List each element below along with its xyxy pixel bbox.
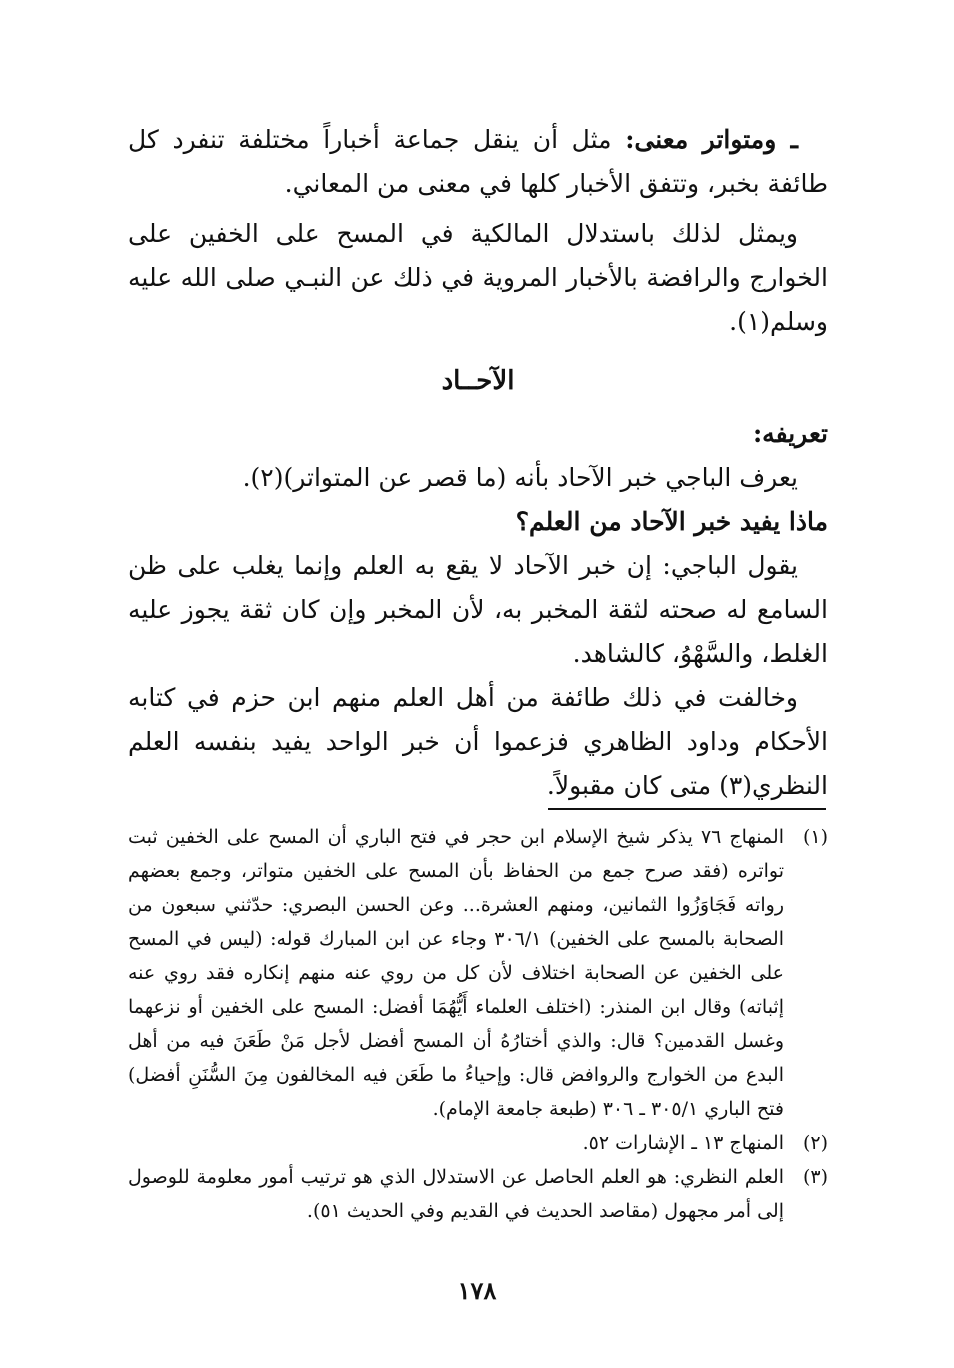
term-definition: مثل أن ينقل جماعة أخباراً مختلفة تنفرد كل طائفة بخبر، وتتفق الأخبار كلها في معنى من المعاني. — [128, 125, 828, 198]
footnotes — [128, 820, 828, 1228]
paragraph-ibn-hazm: وخالفت في ذلك طائفة من أهل العلم منهم ابن حزم في كتابه الأحكام وداود الظاهري فزعموا أن خبر الواحد يفيد بنفسه العلم النظري(٣) متى كان مقبولاً. — [128, 683, 828, 800]
footnote-number: (٢) — [802, 1132, 828, 1154]
definition-heading: تعريفه: — [752, 419, 828, 448]
paragraph-mutawatir-maanawi — [128, 118, 828, 206]
footnote-divider — [548, 808, 826, 810]
footnote-1 — [128, 820, 828, 1126]
footnote-3 — [128, 1160, 828, 1228]
term-label: ـ ومتواتر معنى: — [625, 125, 799, 154]
footnote-number: (١) — [802, 826, 828, 848]
main-text — [128, 118, 828, 808]
question-heading: ماذا يفيد خبر الآحاد من العلم؟ — [515, 507, 828, 536]
footnote-number: (٣) — [802, 1166, 828, 1188]
footnote-2 — [128, 1126, 828, 1160]
footnote-text: العلم النظري: هو العلم الحاصل عن الاستدلال الذي هو ترتيب أمور معلومة للوصول إلى أمر مجهول (مقاصد الحديث في القديم وفي الحديث ٥١). — [128, 1166, 784, 1222]
page-number: ١٧٨ — [457, 1276, 497, 1305]
footnote-text: المنهاج ١٣ ـ الإشارات ٥٢. — [582, 1132, 784, 1154]
paragraph-example: ويمثل لذلك باستدلال المالكية في المسح على الخفين على الخوارج والرافضة بالأخبار المروية في ذلك عن النبـي صلى الله عليه وسلم(١). — [128, 219, 828, 336]
footnote-text: المنهاج ٧٦ يذكر شيخ الإسلام ابن حجر في فتح الباري أن المسح على الخفين ثبت تواتره (فقد صرح جمع من الحفاظ بأن المسح على الخفين متواتر، وجمع بعضهم رواته فَجَاوَزُوا الثمانين، ومنهم العشرة... وعن الحسن البصري: حدّثني سبعون من الصحابة بالمسح على الخفين) ٣٠٦/١ وجاء عن ابن المبارك قوله: (ليس في المسح على الخفين عن الصحابة اختلاف لأن كل من روي عنه منهم إنكاره فقد روي عنه إثباته) وقال ابن المنذر: (اختلف العلماء أَيُّهُمَا أفضل: المسح على الخفين أو نزعهما وغسل القدمين؟ قال: والذي أختارُهُ أن المسح أفضل لأجل مَنْ طَعَنَ فيه من أهل البدع من الخوارج والروافض قال: وإحياءُ ما طَعَن فيه المخالفون مِنَ السُّنَنِ أفضل) فتح الباري ٣٠٥/١ ـ ٣٠٦ (طبعة جامعة الإمام). — [128, 826, 785, 1120]
definition-text: يعرف الباجي خبر الآحاد بأنه (ما قصر عن المتواتر)(٢). — [242, 463, 798, 492]
section-title: الآحــاد — [441, 366, 515, 396]
paragraph-baji: يقول الباجي: إن خبر الآحاد لا يقع به العلم وإنما يغلب على ظن السامع له صحته لثقة المخبر به، لأن المخبر وإن كان ثقة يجوز عليه الغلط، والسَّهْوُ، كالشاهد. — [128, 551, 828, 668]
